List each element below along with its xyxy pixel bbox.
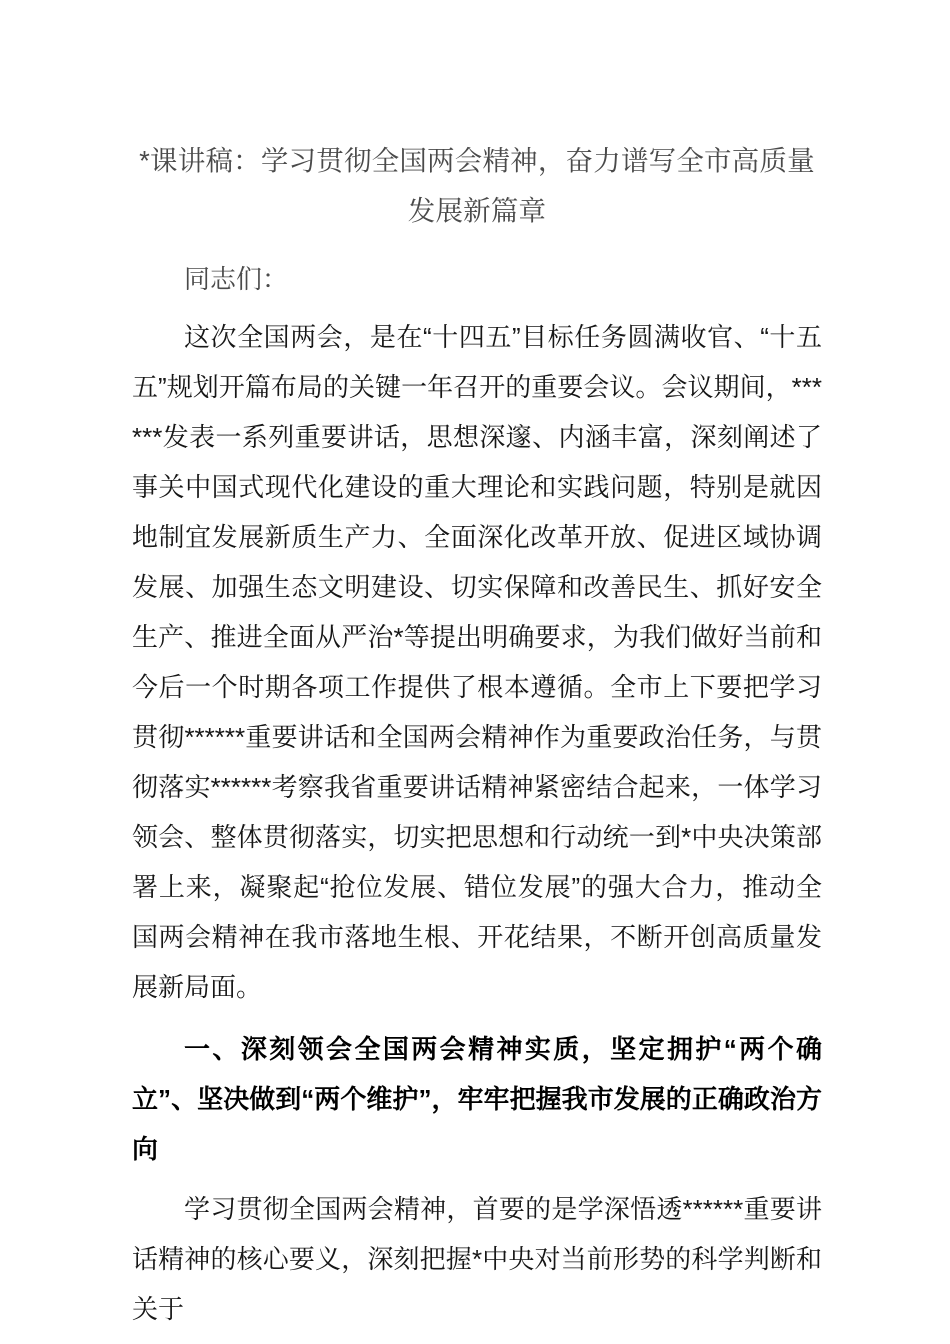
section-heading-1: 一、深刻领会全国两会精神实质，坚定拥护“两个确立”、坚决做到“两个维护”，牢牢把握我市发展的正确政治方向 [132, 1034, 822, 1164]
body-paragraph-1: 这次全国两会，是在“十四五”目标任务圆满收官、“十五五”规划开篇布局的关键一年召开的重要会议。会议期间，******发表一系列重要讲话，思想深邃、内涵丰富，深刻阐述了事关中国式现代化建设的重大理论和实践问题，特别是就因地制宜发展新质生产力、全面深化改革开放、促进区域协调发展、加强生态文明建设、切实保障和改善民生、抓好安全生产、推进全面从严治*等提出明确要求，为我们做好当前和今后一个时期各项工作提供了根本遵循。全市上下要把学习贯彻******重要讲话和全国两会精神作为重要政治任务，与贯彻落实******考察我省重要讲话精神紧密结合起来，一体学习领会、整体贯彻落实，切实把思想和行动统一到*中央决策部署上来，凝聚起“抢位发展、错位发展”的强大合力，推动全国两会精神在我市落地生根、开花结果，不断开创高质量发展新局面。 [132, 322, 822, 1002]
salutation-line: 同志们： [184, 264, 289, 294]
document-body [132, 0, 822, 1334]
body-paragraph-2: 学习贯彻全国两会精神，首要的是学深悟透******重要讲话精神的核心要义，深刻把握*中央对当前形势的科学判断和关于 [132, 1194, 822, 1324]
document-title: *课讲稿：学习贯彻全国两会精神，奋力谱写全市高质量发展新篇章 [139, 145, 815, 226]
